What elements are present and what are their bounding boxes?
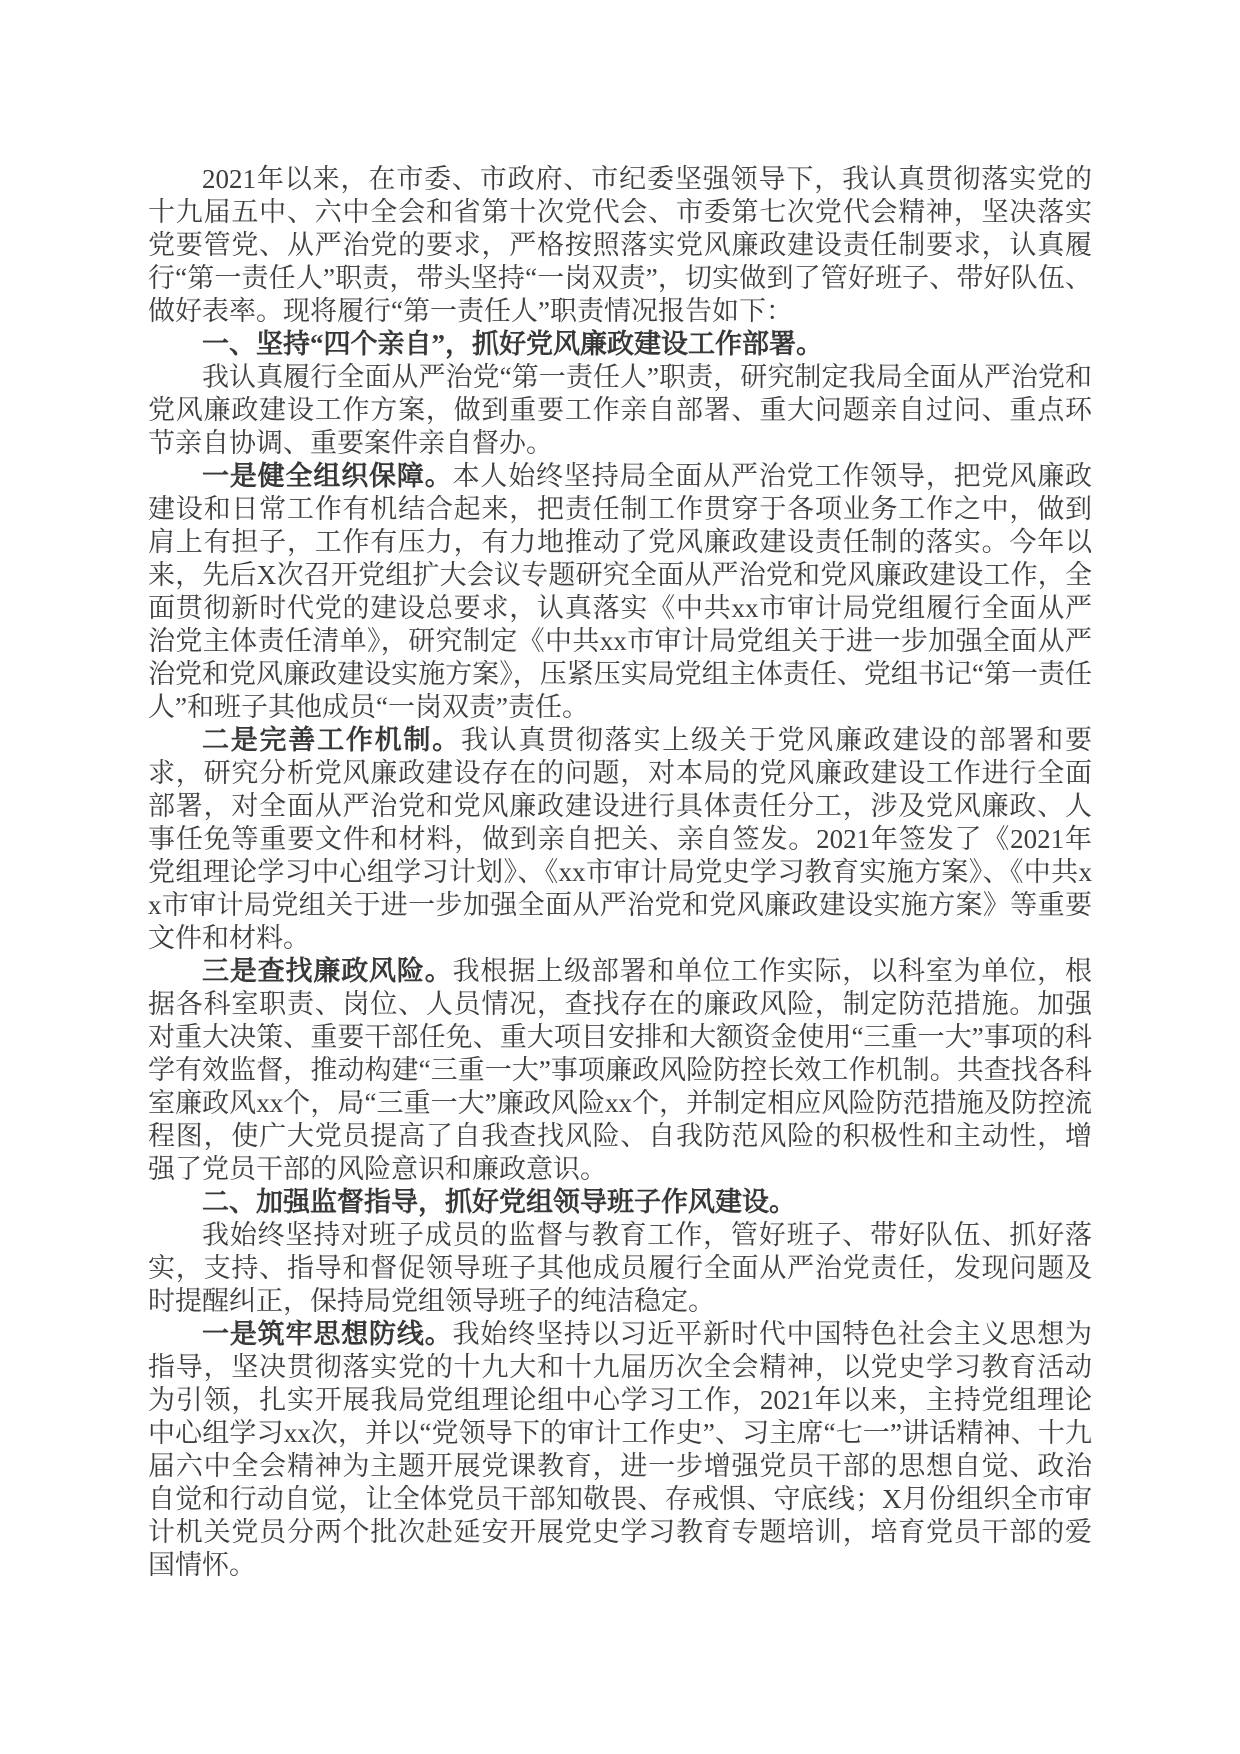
section-2-item-1-paragraph [148, 1318, 1092, 1582]
section-1-intro-paragraph: 我认真履行全面从严治党“第一责任人”职责，研究制定我局全面从严治党和党风廉政建设工作方案，做到重要工作亲自部署、重大问题亲自过问、重点环节亲自协调、重要案件亲自督办。 [148, 362, 1092, 458]
section-1-item-1-lead: 一是健全组织保障。 [202, 461, 453, 491]
section-1-item-2-lead: 二是完善工作机制。 [202, 725, 461, 755]
section-1-item-3-paragraph [148, 955, 1092, 1186]
section-1-item-2-paragraph [148, 724, 1092, 955]
section-1-item-1-paragraph [148, 460, 1092, 724]
section-2-item-1-lead: 一是筑牢思想防线。 [202, 1319, 453, 1349]
section-1-item-3-lead: 三是查找廉政风险。 [202, 956, 453, 986]
document-body [148, 163, 1092, 1582]
section-2-item-1-text: 我始终坚持以习近平新时代中国特色社会主义思想为指导，坚决贯彻落实党的十九大和十九届历次全会精神，以党史学习教育活动为引领，扎实开展我局党组理论组中心学习工作，2021年以来，主持党组理论中心组学习xx次，并以“党领导下的审计工作史”、习主席“七一”讲话精神、十九届六中全会精神为主题开展党课教育，进一步增强党员干部的思想自觉、政治自觉和行动自觉，让全体党员干部知敬畏、存戒惧、守底线；X月份组织全市审计机关党员分两个批次赴延安开展党史学习教育专题培训，培育党员干部的爱国情怀。 [148, 1319, 1093, 1580]
section-2-intro-paragraph: 我始终坚持对班子成员的监督与教育工作，管好班子、带好队伍、抓好落实，支持、指导和督促领导班子其他成员履行全面从严治党责任，发现问题及时提醒纠正，保持局党组领导班子的纯洁稳定。 [148, 1220, 1092, 1316]
section-2-heading: 二、加强监督指导，抓好党组领导班子作风建设。 [202, 1187, 796, 1217]
section-1-item-2-text: 我认真贯彻落实上级关于党风廉政建设的部署和要求，研究分析党风廉政建设存在的问题，对本局的党风廉政建设工作进行全面部署，对全面从严治党和党风廉政建设进行具体责任分工，涉及党风廉政、人事任免等重要文件和材料，做到亲自把关、亲自签发。2021年签发了《2021年党组理论学习中心组学习计划》、《xx市审计局党史学习教育实施方案》、《中共xx市审计局党组关于进一步加强全面从严治党和党风廉政建设实施方案》等重要文件和材料。 [148, 725, 1093, 953]
section-1-heading: 一、坚持“四个亲自”，抓好党风廉政建设工作部署。 [202, 329, 823, 359]
intro-paragraph: 2021年以来，在市委、市政府、市纪委坚强领导下，我认真贯彻落实党的十九届五中、六中全会和省第十次党代会、市委第七次党代会精神，坚决落实党要管党、从严治党的要求，严格按照落实党风廉政建设责任制要求，认真履行“第一责任人”职责，带头坚持“一岗双责”，切实做到了管好班子、带好队伍、做好表率。现将履行“第一责任人”职责情况报告如下： [148, 164, 1092, 326]
section-1-item-3-text: 我根据上级部署和单位工作实际，以科室为单位，根据各科室职责、岗位、人员情况，查找存在的廉政风险，制定防范措施。加强对重大决策、重要干部任免、重大项目安排和大额资金使用“三重一大”事项的科学有效监督，推动构建“三重一大”事项廉政风险防控长效工作机制。共查找各科室廉政风xx个，局“三重一大”廉政风险xx个，并制定相应风险防范措施及防控流程图，使广大党员提高了自我查找风险、自我防范风险的积极性和主动性，增强了党员干部的风险意识和廉政意识。 [148, 956, 1093, 1184]
section-1-item-1-text: 本人始终坚持局全面从严治党工作领导，把党风廉政建设和日常工作有机结合起来，把责任制工作贯穿于各项业务工作之中，做到肩上有担子，工作有压力，有力地推动了党风廉政建设责任制的落实。今年以来，先后X次召开党组扩大会议专题研究全面从严治党和党风廉政建设工作，全面贯彻新时代党的建设总要求，认真落实《中共xx市审计局党组履行全面从严治党主体责任清单》，研究制定《中共xx市审计局党组关于进一步加强全面从严治党和党风廉政建设实施方案》，压紧压实局党组主体责任、党组书记“第一责任人”和班子其他成员“一岗双责”责任。 [148, 461, 1093, 722]
